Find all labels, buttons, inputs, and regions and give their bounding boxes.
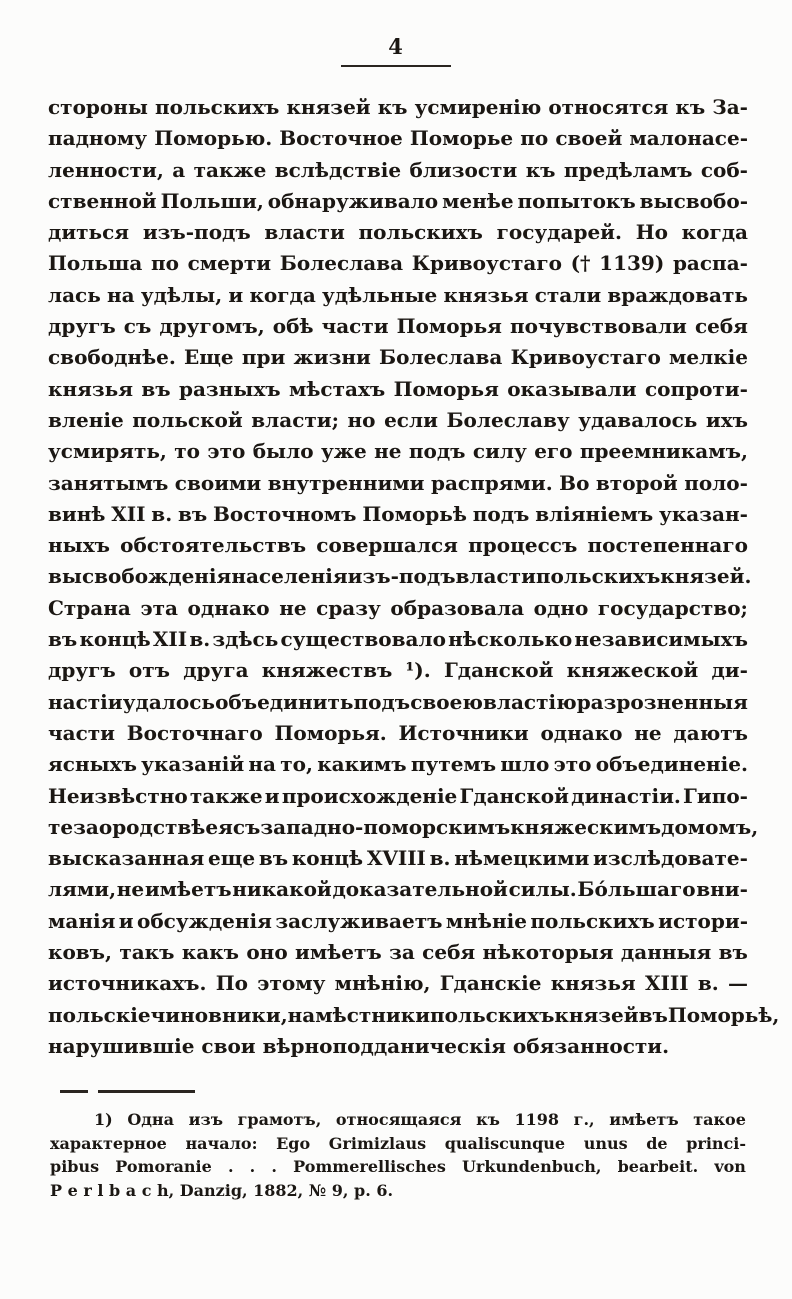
body-line: ленности, а также вслѣдствіе близости къ предѣламъ соб- [48, 157, 748, 182]
footnote-separator [60, 1090, 260, 1093]
body-line: манія и обсужденія заслуживаетъ мнѣніе польскихъ истори- [48, 908, 748, 933]
footnote-line: 1) Одна изъ грамотъ, относящаяся къ 1198 г., имѣетъ такое [94, 1110, 746, 1129]
body-line: теза о родствѣ ея съ западно-поморскимъ княжескимъ домомъ, [48, 814, 759, 839]
body-text-block [48, 92, 780, 1062]
page-number-rule [341, 65, 451, 67]
body-line: ныхъ обстоятельствъ совершался процессъ постепеннаго [48, 533, 748, 558]
body-line: лась на удѣлы, и когда удѣльные князья стали враждовать [48, 282, 748, 307]
footnote-line: pibus Pomoranie . . . Pommerellisches Urkundenbuch, bearbeit. von [50, 1157, 746, 1176]
body-line: въ концѣ XII в. здѣсь существовало нѣсколько независимыхъ [48, 627, 748, 652]
body-line: высвобожденія населенія изъ-подъ власти польскихъ князей. [48, 564, 752, 589]
body-line: ковъ, такъ какъ оно имѣетъ за себя нѣкоторыя данныя въ [48, 940, 748, 965]
body-line: диться изъ-подъ власти польскихъ государей. Но когда [48, 220, 748, 245]
body-line: другъ съ другомъ, обѣ части Поморья почувствовали себя [48, 314, 748, 339]
body-line: ясныхъ указаній на то, какимъ путемъ шло это объединеніе. [48, 752, 748, 777]
body-line: падному Поморью. Восточное Поморье по своей малонасе- [48, 126, 748, 151]
body-line: Страна эта однако не сразу образовала одно государство; [48, 595, 748, 620]
body-line: Неизвѣстно также и происхожденіе Гданской династіи. Гипо- [48, 783, 748, 808]
body-line: стороны польскихъ князей къ усмиренію относятся къ За- [48, 95, 748, 119]
footnote-block [50, 1108, 746, 1202]
body-line: ственной Польши, обнаруживало менѣе попытокъ высвобо- [48, 188, 748, 213]
body-line: занятымъ своими внутренними распрями. Во второй поло- [48, 470, 748, 495]
body-line: источникахъ. По этому мнѣнію, Гданскіе князья XIII в. — [48, 971, 748, 996]
body-line: настіи удалось объединить подъ своею властію разрозненныя [48, 689, 748, 714]
footnote-line-last: P e r l b a c h, Danzig, 1882, № 9, p. 6. [50, 1180, 394, 1200]
body-line-footnote-ref: другъ отъ друга княжествъ ¹). Гданской княжеской ди- [48, 658, 748, 683]
body-line-last: нарушившіе свои вѣрноподданическія обязанности. [48, 1033, 670, 1058]
footnote-separator-long-dash [98, 1090, 195, 1093]
footnote-line: характерное начало: Ego Grimizlaus qualiscunque unus de princi- [50, 1133, 746, 1153]
body-line: усмирять, то это было уже не подъ силу его преемникамъ, [48, 439, 748, 464]
body-line: винѣ XII в. въ Восточномъ Поморьѣ подъ вліяніемъ указан- [48, 501, 748, 526]
body-line: свободнѣе. Еще при жизни Болеслава Кривоустаго мелкіе [48, 345, 748, 370]
body-line: лями, не имѣетъ никакой доказательной силы. Бо́льшаго вни- [48, 877, 748, 902]
body-line: польскіе чиновники, намѣстники польскихъ князей въ Поморьѣ, [48, 1002, 780, 1027]
body-line: высказанная еще въ концѣ XVIII в. нѣмецкими изслѣдовате- [48, 846, 748, 871]
body-line: вленіе польской власти; но если Болеславу удавалось ихъ [48, 407, 748, 432]
body-line: князья въ разныхъ мѣстахъ Поморья оказывали сопроти- [48, 376, 748, 401]
body-line: Польша по смерти Болеслава Кривоустаго († 1139) распа- [48, 251, 748, 276]
body-line: части Восточнаго Поморья. Источники однако не даютъ [48, 720, 748, 745]
page-number: 4 [388, 34, 404, 59]
footnote-separator-short-dash [60, 1090, 88, 1093]
